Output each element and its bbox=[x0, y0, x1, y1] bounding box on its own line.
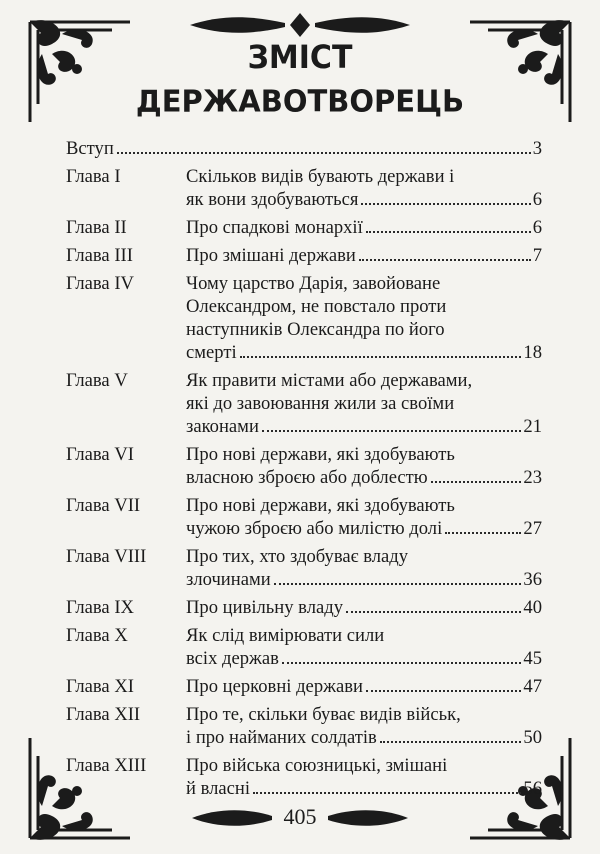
toc-page-number: 27 bbox=[523, 518, 542, 539]
toc-chapter-label: Глава VIII bbox=[66, 546, 147, 567]
toc-chapter-label: Глава VI bbox=[66, 444, 134, 465]
toc-chapter-label: Глава II bbox=[66, 217, 127, 238]
toc-title-line: які до завоювання жили за своїми bbox=[186, 393, 455, 414]
toc-title-line: Про нові держави, які здобувають bbox=[186, 495, 455, 516]
toc-page-number: 6 bbox=[532, 217, 542, 238]
toc-page-number: 50 bbox=[523, 727, 542, 748]
toc-entry bbox=[66, 703, 542, 749]
toc-title-line: наступників Олександра по його bbox=[186, 319, 445, 340]
dot-leader bbox=[240, 355, 522, 358]
toc-entry bbox=[66, 137, 542, 160]
dot-leader bbox=[282, 661, 521, 664]
toc-title-line: смерті bbox=[186, 342, 237, 363]
toc-entry bbox=[66, 244, 542, 267]
toc-title-line: чужою зброєю або милістю долі bbox=[186, 518, 443, 539]
toc-page-number: 56 bbox=[523, 778, 542, 799]
toc-page-number: 18 bbox=[523, 342, 542, 363]
book-title: ДЕРЖАВОТВОРЕЦЬ bbox=[135, 83, 465, 119]
toc-title-line: власною зброєю або доблестю bbox=[186, 467, 428, 488]
toc-chapter-label: Глава IV bbox=[66, 273, 134, 294]
dot-leader bbox=[366, 230, 531, 233]
toc-entry bbox=[66, 494, 542, 540]
toc-title-line: Чому царство Дарія, завойоване bbox=[186, 273, 441, 294]
toc-page-number: 6 bbox=[532, 189, 542, 210]
toc-title-line: і про найманих солдатів bbox=[186, 727, 377, 748]
toc-title-line: Про змішані держави bbox=[186, 245, 356, 266]
dot-leader bbox=[445, 531, 521, 534]
toc-page-number: 23 bbox=[523, 467, 542, 488]
toc-title-line: Про цивільну владу bbox=[186, 597, 343, 618]
toc-page-number: 36 bbox=[523, 569, 542, 590]
toc-entry bbox=[66, 272, 542, 364]
toc-title-line: законами bbox=[186, 416, 259, 437]
toc-title-line: Як слід вимірювати сили bbox=[186, 625, 385, 646]
toc-chapter-label: Глава I bbox=[66, 166, 121, 187]
table-of-contents bbox=[66, 137, 542, 805]
toc-entry bbox=[66, 545, 542, 591]
toc-title-line: злочинами bbox=[186, 569, 271, 590]
toc-page-number: 47 bbox=[523, 676, 542, 697]
toc-title-line: Вступ bbox=[66, 138, 114, 159]
toc-entry bbox=[66, 443, 542, 489]
toc-page-number: 21 bbox=[523, 416, 542, 437]
toc-title-line: Скільков видів бувають держави і bbox=[186, 166, 455, 187]
toc-title-line: як вони здобуваються bbox=[186, 189, 359, 210]
toc-chapter-label: Глава IX bbox=[66, 597, 134, 618]
toc-entry bbox=[66, 216, 542, 239]
toc-chapter-label: Глава XII bbox=[66, 704, 141, 725]
dot-leader bbox=[253, 791, 521, 794]
toc-chapter-label: Глава XI bbox=[66, 676, 134, 697]
header-flourish-icon bbox=[190, 10, 410, 40]
toc-title-line: Про спадкові монархії bbox=[186, 217, 363, 238]
dot-leader bbox=[366, 689, 521, 692]
dot-leader bbox=[262, 429, 522, 432]
toc-chapter-label: Глава XIII bbox=[66, 755, 147, 776]
toc-title-line: Про нові держави, які здобувають bbox=[186, 444, 455, 465]
toc-entry bbox=[66, 624, 542, 670]
dot-leader bbox=[274, 582, 522, 585]
dot-leader bbox=[361, 202, 530, 205]
toc-chapter-label: Глава X bbox=[66, 625, 128, 646]
toc-title-line: Про церковні держави bbox=[186, 676, 363, 697]
toc-entry bbox=[66, 165, 542, 211]
toc-entry bbox=[66, 675, 542, 698]
toc-page-number: 7 bbox=[532, 245, 542, 266]
toc-entry bbox=[66, 596, 542, 619]
page-number: 405 bbox=[283, 804, 317, 829]
toc-chapter-label: Глава V bbox=[66, 370, 128, 391]
toc-chapter-label: Глава VII bbox=[66, 495, 141, 516]
dot-leader bbox=[359, 258, 531, 261]
toc-page-number: 3 bbox=[532, 138, 542, 159]
toc-page-number: 45 bbox=[523, 648, 542, 669]
dot-leader bbox=[346, 610, 521, 613]
toc-title-line: Про те, скільки буває видів військ, bbox=[186, 704, 461, 725]
toc-title-line: всіх держав bbox=[186, 648, 279, 669]
toc-entry bbox=[66, 369, 542, 438]
dot-leader bbox=[380, 740, 522, 743]
toc-title-line: Олександром, не повстало проти bbox=[186, 296, 447, 317]
toc-title-line: Як правити містами або державами, bbox=[186, 370, 473, 391]
toc-title-line: й власні bbox=[186, 778, 251, 799]
page-title: ЗМІСТ bbox=[247, 38, 353, 77]
dot-leader bbox=[431, 480, 522, 483]
toc-title-line: Про тих, хто здобуває владу bbox=[186, 546, 409, 567]
dot-leader bbox=[117, 151, 531, 154]
toc-entry bbox=[66, 754, 542, 800]
toc-title-line: Про війська союзницькі, змішані bbox=[186, 755, 448, 776]
toc-chapter-label: Глава III bbox=[66, 245, 133, 266]
toc-page-number: 40 bbox=[523, 597, 542, 618]
